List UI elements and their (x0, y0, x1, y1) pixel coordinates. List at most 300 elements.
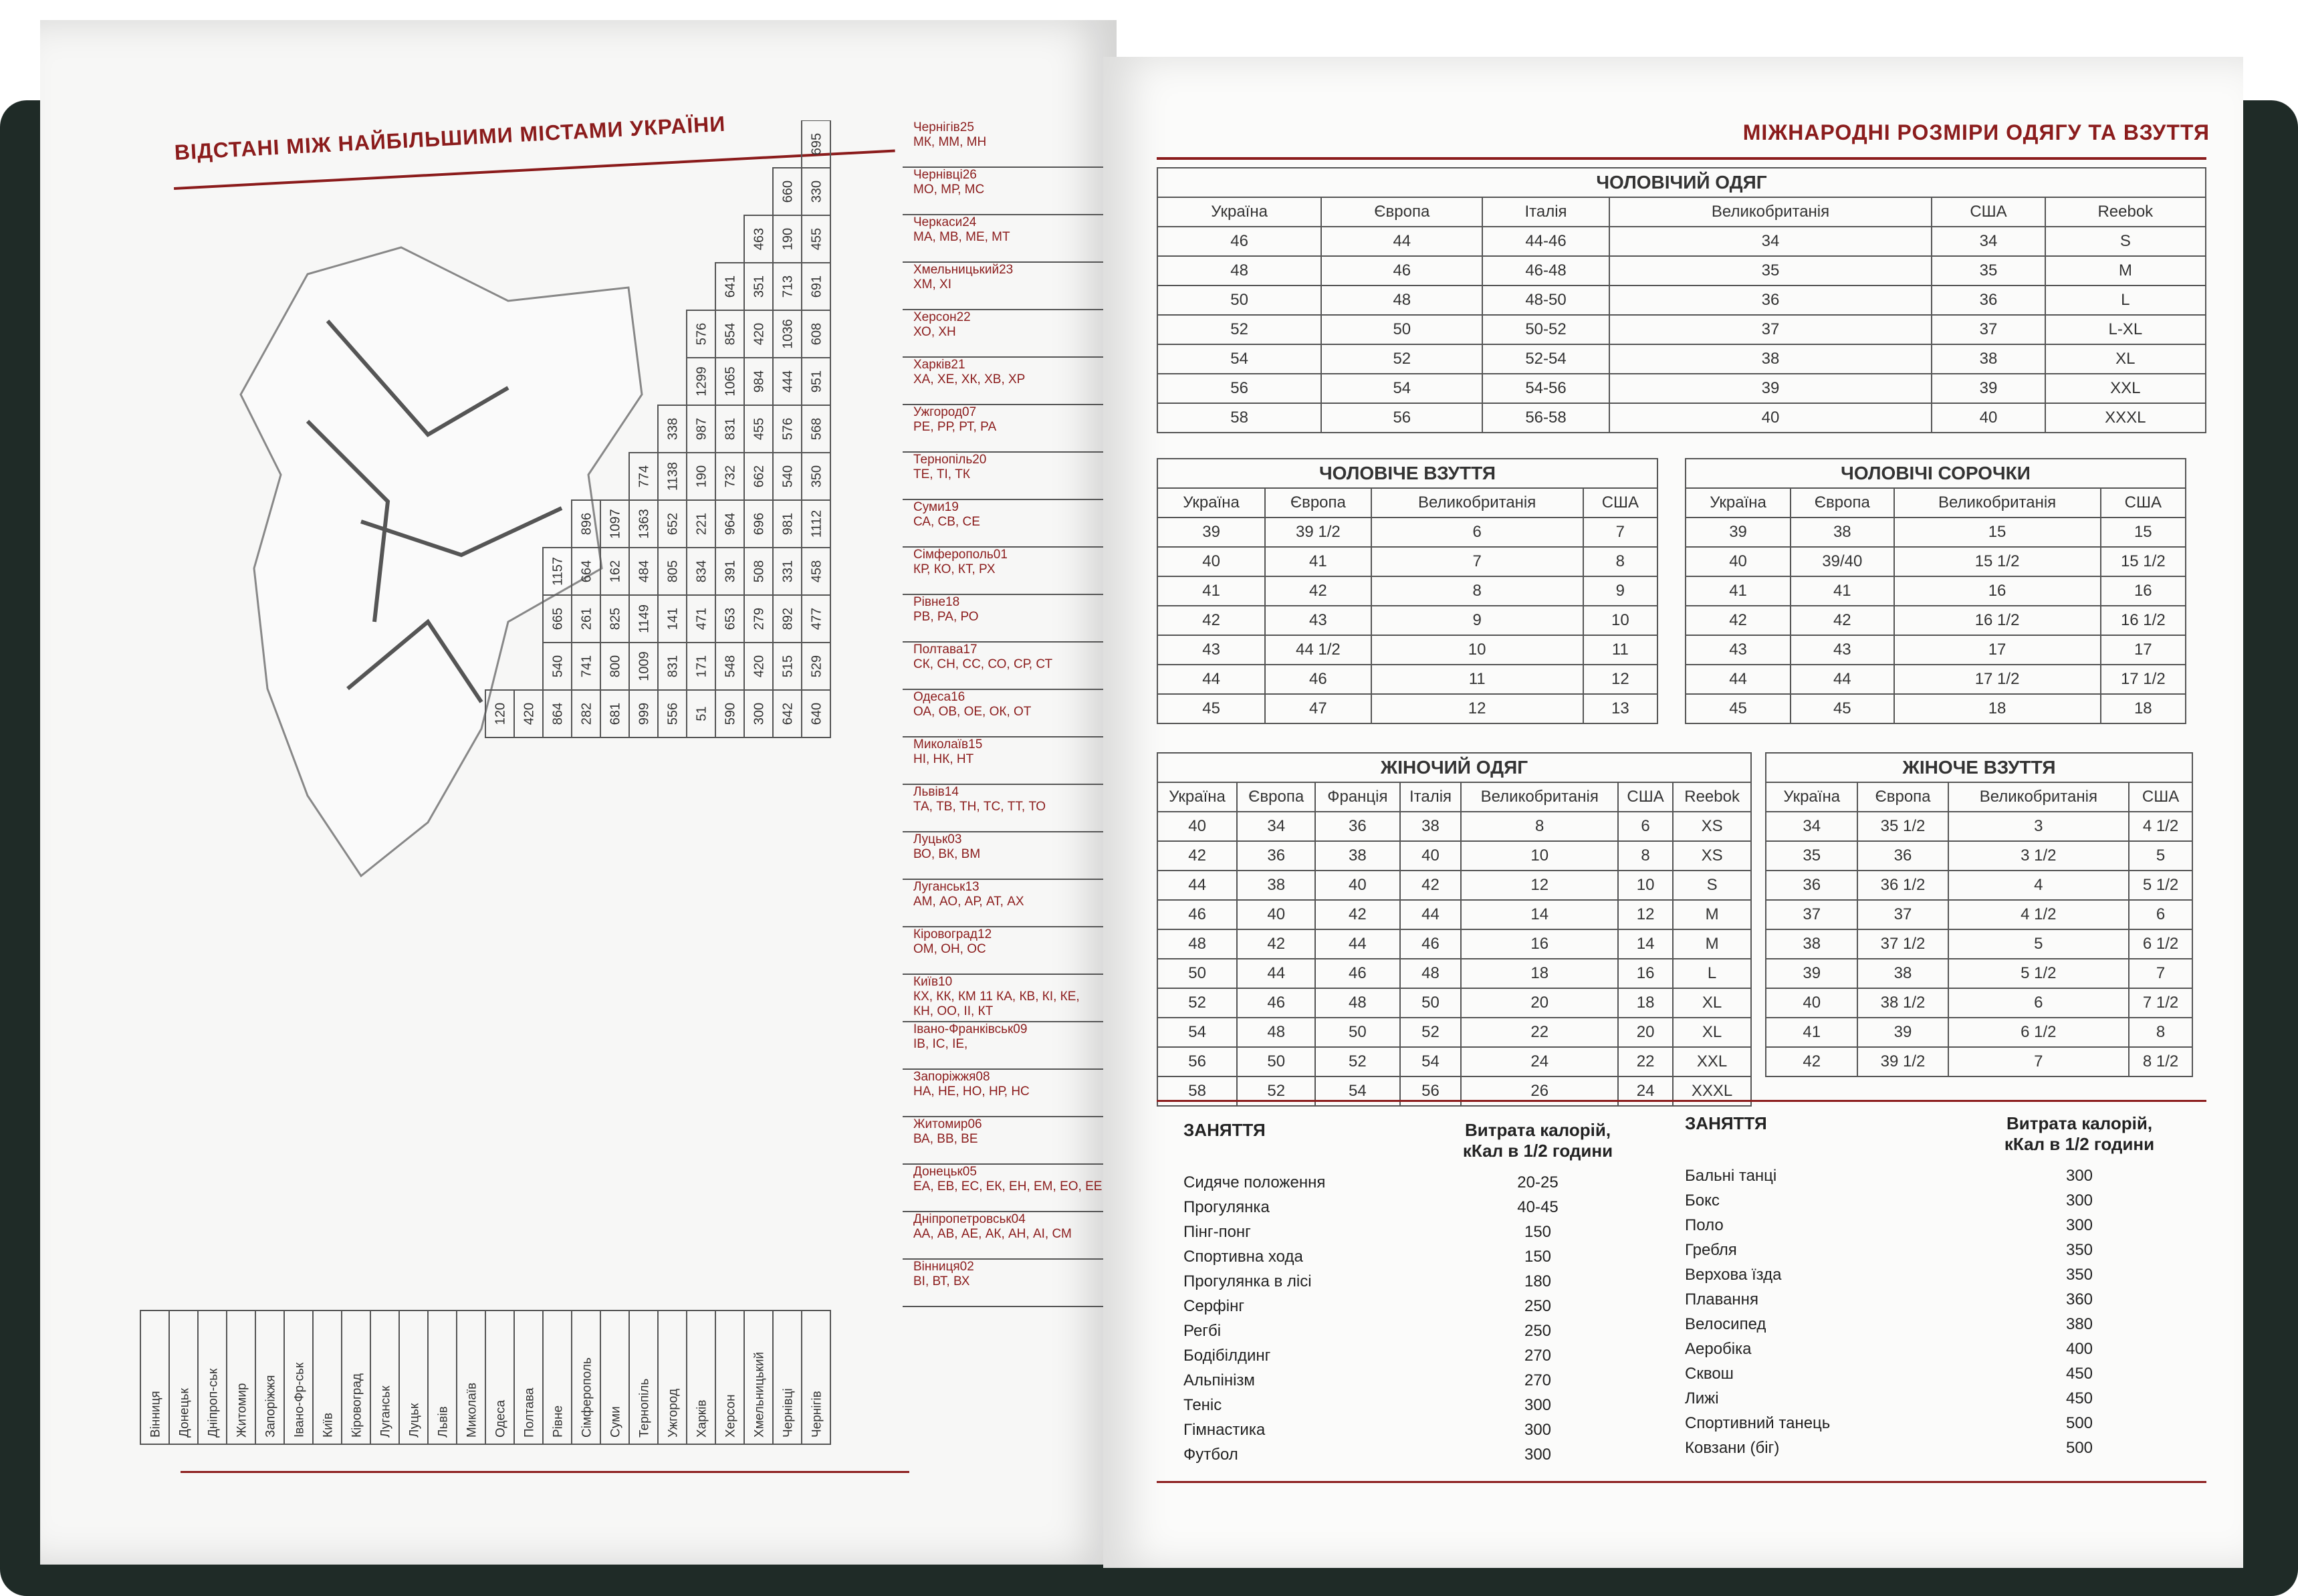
city-column-label: Запоріжжя (263, 1375, 278, 1438)
activity-name: Спортивний танець (1685, 1414, 1831, 1432)
right-page (1103, 57, 2243, 1568)
city-label (903, 927, 1103, 975)
calories-value: 300 (1524, 1421, 1552, 1439)
table-cell: 56 (1157, 374, 1321, 403)
activity-name: Гребля (1685, 1241, 1737, 1259)
activity-name: Велосипед (1685, 1315, 1766, 1333)
left-bottom-rule (181, 1471, 909, 1473)
column-header: Великобританія (1371, 488, 1583, 518)
distance-value: 300 (752, 702, 767, 725)
calories-table-left (1183, 1120, 1625, 1470)
table-cell: 15 (1894, 518, 2101, 547)
distance-value: 664 (579, 560, 594, 583)
activity-name: Бальні танці (1685, 1167, 1777, 1185)
distance-value: 548 (723, 655, 738, 678)
column-header: Європа (1791, 488, 1893, 518)
city-codes: ВО, ВК, ВМ (913, 847, 981, 861)
table-cell: M (1673, 929, 1751, 959)
city-label (903, 548, 1103, 595)
distance-value: 190 (780, 227, 796, 251)
table-cell: 46 (1315, 959, 1399, 988)
distance-value: 458 (809, 560, 824, 583)
calories-row (1685, 1216, 2166, 1241)
table-cell: 6 1/2 (2129, 929, 2192, 959)
table-cell: 46-48 (1482, 256, 1609, 286)
table-cell: 40 (1766, 988, 1857, 1018)
table-cell: 16 1/2 (1894, 606, 2101, 635)
table-cell: 42 (1315, 900, 1399, 929)
column-header: Великобританія (1609, 197, 1932, 227)
distance-value: 713 (780, 275, 796, 298)
table-cell: 44 (1237, 959, 1315, 988)
column-header: Reebok (1673, 782, 1751, 812)
table-row (1157, 606, 1657, 635)
city-codes: МА, МВ, МЕ, МТ (913, 230, 1010, 244)
table-cell: 37 (1932, 315, 2045, 344)
calories-row (1685, 1191, 2166, 1216)
city-codes: МК, ММ, МН (913, 135, 987, 149)
calories-value: 400 (2065, 1340, 2093, 1358)
table-cell: 54 (1315, 1076, 1399, 1106)
table-cell: 14 (1618, 929, 1673, 959)
city-label (903, 785, 1103, 832)
city-codes: ВА, ВВ, ВЕ (913, 1132, 978, 1146)
left-page (40, 20, 1117, 1565)
table-cell: 36 (1857, 841, 1948, 871)
distance-value: 540 (550, 655, 566, 678)
table-caption: ЖІНОЧИЙ ОДЯГ (1157, 753, 1751, 782)
city-column-label: Донецьк (177, 1388, 192, 1438)
city-label (903, 168, 1103, 215)
table-cell: 40 (1237, 900, 1315, 929)
table-cell: 39 (1932, 374, 2045, 403)
distance-value: 1149 (637, 604, 652, 634)
calories-value: 270 (1524, 1371, 1552, 1389)
table-caption: ЧОЛОВІЧІ СОРОЧКИ (1686, 459, 2186, 488)
table-cell: XL (1673, 988, 1751, 1018)
column-header: США (2129, 782, 2192, 812)
table-row (1766, 812, 2192, 841)
table-cell: 16 (1894, 576, 2101, 606)
city-label (903, 690, 1103, 737)
calories-row (1183, 1198, 1625, 1223)
table-cell: 46 (1321, 256, 1482, 286)
city-name: Рівне18 (913, 595, 960, 609)
table-cell: 44 1/2 (1265, 635, 1371, 665)
table-cell: 35 (1932, 256, 2045, 286)
table-row (1157, 403, 2206, 433)
calories-row (1183, 1248, 1625, 1272)
activity-name: Бокс (1685, 1191, 1720, 1210)
table-cell: 43 (1791, 635, 1893, 665)
table-cell: 42 (1237, 929, 1315, 959)
table-cell: 10 (1371, 635, 1583, 665)
activity-name: Футбол (1183, 1446, 1238, 1464)
city-column-label: Херсон (723, 1394, 738, 1438)
city-codes: ВІ, ВТ, ВХ (913, 1274, 970, 1288)
table-cell: 4 1/2 (2129, 812, 2192, 841)
city-label (903, 1212, 1103, 1260)
distance-value: 1065 (723, 366, 738, 396)
table-cell: 12 (1461, 871, 1617, 900)
table-cell: 15 (2101, 518, 2186, 547)
table-cell: 16 (1461, 929, 1617, 959)
table-cell: 36 (1237, 841, 1315, 871)
table-cell: 3 (1948, 812, 2130, 841)
table-cell: 48 (1321, 286, 1482, 315)
activity-name: Спортивна хода (1183, 1248, 1303, 1266)
city-codes: ІВ, ІС, ІЕ, (913, 1037, 968, 1051)
calories-row (1183, 1297, 1625, 1322)
table-cell: 8 (1371, 576, 1583, 606)
table-row (1686, 518, 2186, 547)
table-cell: 34 (1766, 812, 1857, 841)
table-cell: 38 (1932, 344, 2045, 374)
table-cell: 6 (2129, 900, 2192, 929)
table-cell: 43 (1157, 635, 1265, 665)
table-cell: 5 (1948, 929, 2130, 959)
city-name: Полтава17 (913, 643, 978, 657)
calories-value: 300 (2065, 1191, 2093, 1210)
table-cell: 40 (1157, 547, 1265, 576)
activity-header: ЗАНЯТТЯ (1685, 1113, 1767, 1133)
table-cell: 22 (1618, 1047, 1673, 1076)
table-cell: XS (1673, 812, 1751, 841)
table-cell: 42 (1686, 606, 1791, 635)
column-header: Італія (1400, 782, 1462, 812)
calories-row (1183, 1173, 1625, 1198)
activity-name: Ковзани (біг) (1685, 1439, 1780, 1457)
city-name: Харків21 (913, 358, 965, 372)
table-cell: 44 (1686, 665, 1791, 694)
table-cell: 36 1/2 (1857, 871, 1948, 900)
calories-value: 40-45 (1517, 1198, 1559, 1216)
city-column-label: Луцьк (407, 1403, 422, 1438)
table-cell: 52 (1237, 1076, 1315, 1106)
column-header: США (1618, 782, 1673, 812)
table-cell: 10 (1583, 606, 1657, 635)
column-header: США (1583, 488, 1657, 518)
table-cell: 42 (1265, 576, 1371, 606)
city-column-label: Дніпроп-ськ (206, 1368, 221, 1438)
table-cell: 37 1/2 (1857, 929, 1948, 959)
distance-value: 825 (608, 607, 623, 631)
city-name: Київ10 (913, 975, 953, 989)
table-cell: 38 (1766, 929, 1857, 959)
distance-value: 540 (780, 465, 796, 488)
distance-value: 1009 (637, 651, 652, 681)
table-cell: 45 (1791, 694, 1893, 723)
city-codes: ТЕ, ТІ, ТК (913, 467, 970, 481)
city-label (903, 405, 1103, 453)
table-cell: XXXL (1673, 1076, 1751, 1106)
table-cell: 8 (2129, 1018, 2192, 1047)
table-row (1157, 1047, 1751, 1076)
table-cell: 6 (1618, 812, 1673, 841)
table-cell: XXL (2045, 374, 2206, 403)
table-row (1157, 665, 1657, 694)
table-cell: 17 (2101, 635, 2186, 665)
city-column-label: Чернігів (810, 1391, 824, 1438)
table-cell: 39/40 (1791, 547, 1893, 576)
table-cell: L (2045, 286, 2206, 315)
table-cell: 18 (1461, 959, 1617, 988)
column-header: Франція (1315, 782, 1399, 812)
table-cell: 39 1/2 (1857, 1047, 1948, 1076)
distance-value: 471 (694, 607, 709, 631)
city-column-label: Харків (695, 1399, 709, 1438)
calories-value: 150 (1524, 1223, 1552, 1241)
column-header: Великобританія (1461, 782, 1617, 812)
table-cell: 58 (1157, 1076, 1237, 1106)
calories-value: 180 (1524, 1272, 1552, 1290)
distance-value: 831 (723, 417, 738, 441)
city-codes: ЕА, ЕВ, ЕС, ЕК, ЕН, ЕМ, ЕО, ЕЕ (913, 1179, 1103, 1193)
table-caption: ЧОЛОВІЧЕ ВЗУТТЯ (1157, 459, 1657, 488)
table-cell: 17 (1894, 635, 2101, 665)
table-cell: 20 (1461, 988, 1617, 1018)
table-cell: 17 1/2 (1894, 665, 2101, 694)
table-row (1766, 871, 2192, 900)
calories-row (1183, 1371, 1625, 1396)
table-cell: 39 (1157, 518, 1265, 547)
city-label (903, 643, 1103, 690)
table-cell: 15 1/2 (2101, 547, 2186, 576)
table-cell: 46 (1400, 929, 1462, 959)
distance-value: 1097 (608, 509, 623, 539)
calories-row (1685, 1439, 2166, 1464)
table-cell: 15 1/2 (1894, 547, 2101, 576)
table-cell: 34 (1237, 812, 1315, 841)
table-row (1157, 227, 2206, 256)
activity-name: Гімнастика (1183, 1421, 1266, 1439)
city-column-label: Київ (321, 1412, 336, 1438)
city-label (903, 120, 1103, 168)
table-cell: 8 1/2 (2129, 1047, 2192, 1076)
city-column-label: Львів (436, 1406, 451, 1438)
calories-row (1685, 1167, 2166, 1191)
table-cell: 7 (2129, 959, 2192, 988)
table-cell: 52 (1321, 344, 1482, 374)
table-cell: 40 (1315, 871, 1399, 900)
city-label (903, 358, 1103, 405)
distance-value: 834 (694, 560, 709, 583)
table-cell: 8 (1461, 812, 1617, 841)
table-cell: XL (2045, 344, 2206, 374)
table-cell: 48 (1157, 929, 1237, 959)
activity-name: Плавання (1685, 1290, 1758, 1308)
table-cell: 50 (1237, 1047, 1315, 1076)
calories-row (1685, 1340, 2166, 1365)
table-cell: 38 1/2 (1857, 988, 1948, 1018)
city-name: Чернігів25 (913, 120, 974, 134)
calories-table-right (1685, 1113, 2166, 1464)
table-cell: 48 (1237, 1018, 1315, 1047)
activity-name: Аеробіка (1685, 1340, 1752, 1358)
city-name: Донецьк05 (913, 1165, 977, 1179)
city-column-label: Чернівці (781, 1388, 796, 1438)
city-name: Івано-Франківськ09 (913, 1022, 1028, 1036)
city-label (903, 1117, 1103, 1165)
table-cell: 36 (1609, 286, 1932, 315)
table-row (1766, 1047, 2192, 1076)
calories-value: 300 (2065, 1216, 2093, 1234)
distance-value: 987 (694, 417, 709, 441)
table-cell: 36 (1315, 812, 1399, 841)
table-cell: 46 (1157, 900, 1237, 929)
calories-value: 350 (2065, 1241, 2093, 1259)
table-cell: 44 (1157, 871, 1237, 900)
table-cell: 41 (1265, 547, 1371, 576)
table-cell: 4 1/2 (1948, 900, 2130, 929)
distance-value: 350 (809, 465, 824, 488)
calories-value: 150 (1524, 1248, 1552, 1266)
city-column-label: Ужгород (666, 1388, 681, 1438)
table-cell: 37 (1609, 315, 1932, 344)
table-cell: XL (1673, 1018, 1751, 1047)
city-column-label: Тернопіль (637, 1378, 652, 1438)
table-cell: 46 (1157, 227, 1321, 256)
table-cell: 10 (1618, 871, 1673, 900)
column-header: Україна (1157, 488, 1265, 518)
distance-value: 351 (752, 275, 767, 298)
city-name: Вінниця02 (913, 1260, 974, 1274)
table-cell: 6 (1371, 518, 1583, 547)
column-header: Великобританія (1894, 488, 2101, 518)
table-cell: 43 (1265, 606, 1371, 635)
city-codes: ХО, ХН (913, 325, 956, 339)
table-row (1157, 1018, 1751, 1047)
city-name: Херсон22 (913, 310, 971, 324)
city-codes: НІ, НК, НТ (913, 752, 974, 766)
table-row (1766, 988, 2192, 1018)
table-cell: 22 (1461, 1018, 1617, 1047)
calories-value: 500 (2065, 1414, 2093, 1432)
table-cell: 26 (1461, 1076, 1617, 1106)
table-cell: S (2045, 227, 2206, 256)
table-cell: 54 (1157, 1018, 1237, 1047)
middle-rule (1157, 1100, 2206, 1102)
city-codes: ОА, ОВ, ОЕ, ОК, ОТ (913, 705, 1032, 719)
column-header: Європа (1321, 197, 1482, 227)
distance-value: 463 (752, 227, 767, 251)
table-row (1157, 929, 1751, 959)
city-codes: ХА, ХЕ, ХК, ХВ, ХР (913, 372, 1026, 386)
table-cell: 20 (1618, 1018, 1673, 1047)
column-header: Італія (1482, 197, 1609, 227)
table-cell: 50 (1157, 286, 1321, 315)
table-cell: 44 (1791, 665, 1893, 694)
city-code-list (903, 120, 1103, 1307)
table-cell: 50 (1400, 988, 1462, 1018)
activity-name: Регбі (1183, 1322, 1222, 1340)
table-cell: 47 (1265, 694, 1371, 723)
table-cell: 5 1/2 (2129, 871, 2192, 900)
calories-row (1183, 1347, 1625, 1371)
table-cell: 36 (1932, 286, 2045, 315)
table-cell: 38 (1315, 841, 1399, 871)
city-label (903, 215, 1103, 263)
table-row (1157, 900, 1751, 929)
city-label (903, 310, 1103, 358)
calories-value: 350 (2065, 1266, 2093, 1284)
calories-value: 300 (1524, 1396, 1552, 1414)
table-cell: 48 (1315, 988, 1399, 1018)
city-label (903, 1165, 1103, 1212)
table-cell: 39 1/2 (1265, 518, 1371, 547)
table-cell: 17 1/2 (2101, 665, 2186, 694)
table-cell: 11 (1371, 665, 1583, 694)
table-cell: 13 (1583, 694, 1657, 723)
distance-value: 641 (723, 275, 738, 298)
calories-row (1685, 1290, 2166, 1315)
table-cell: 42 (1157, 606, 1265, 635)
table-cell: 44 (1321, 227, 1482, 256)
city-codes: МО, МР, МС (913, 183, 985, 197)
table-cell: 46 (1265, 665, 1371, 694)
distance-value: 420 (522, 702, 537, 725)
table-cell: 38 (1609, 344, 1932, 374)
city-name: Дніпропетровськ04 (913, 1212, 1026, 1226)
calories-value: 300 (2065, 1167, 2093, 1185)
distance-value: 391 (723, 560, 738, 583)
table-cell: 52-54 (1482, 344, 1609, 374)
calories-header: Витрата калорій, кКал в 1/2 години (1462, 1120, 1613, 1161)
column-header: Україна (1686, 488, 1791, 518)
activity-name: Прогулянка в лісі (1183, 1272, 1312, 1290)
table-cell: 56 (1321, 403, 1482, 433)
city-codes: ОМ, ОН, ОС (913, 942, 986, 956)
activity-name: Сидяче положення (1183, 1173, 1326, 1191)
city-codes: АА, АВ, АЕ, АК, АН, АІ, СМ (913, 1227, 1072, 1241)
table-cell: S (1673, 871, 1751, 900)
table-cell: 9 (1583, 576, 1657, 606)
table-cell: 46 (1237, 988, 1315, 1018)
distance-value: 653 (723, 607, 738, 631)
activity-name: Поло (1685, 1216, 1724, 1234)
table-cell: 48 (1400, 959, 1462, 988)
table-row (1157, 694, 1657, 723)
table-row (1686, 694, 2186, 723)
bottom-rule (1157, 1481, 2206, 1483)
city-column-label: Полтава (522, 1387, 537, 1438)
table-cell: 40 (1686, 547, 1791, 576)
left-page-title: ВІДСТАНІ МІЖ НАЙБІЛЬШИМИ МІСТАМИ УКРАЇНИ (174, 111, 727, 164)
city-column-label: Миколаїв (465, 1382, 479, 1438)
calories-row (1685, 1414, 2166, 1439)
city-codes: РВ, РА, РО (913, 610, 979, 624)
distance-value: 652 (665, 512, 681, 536)
city-column-label: Житомир (235, 1383, 249, 1438)
right-page-title: МІЖНАРОДНІ РОЗМІРИ ОДЯГУ ТА ВЗУТТЯ (1742, 120, 2210, 144)
table-cell: 37 (1766, 900, 1857, 929)
city-column-label: Сімферополь (580, 1357, 594, 1438)
table-cell: 39 (1857, 1018, 1948, 1047)
table-cell: 18 (1618, 988, 1673, 1018)
table-cell: 35 (1609, 256, 1932, 286)
calories-row (1685, 1365, 2166, 1389)
table-caption: ЧОЛОВІЧИЙ ОДЯГ (1157, 168, 2206, 197)
table-cell: 42 (1766, 1047, 1857, 1076)
table-cell: 18 (1894, 694, 2101, 723)
table-cell: 12 (1371, 694, 1583, 723)
city-column-label: Суми (608, 1406, 623, 1438)
table-cell: M (1673, 900, 1751, 929)
table-cell: XXXL (2045, 403, 2206, 433)
table-cell: 38 (1791, 518, 1893, 547)
table-cell: 24 (1461, 1047, 1617, 1076)
table-cell: 40 (1400, 841, 1462, 871)
